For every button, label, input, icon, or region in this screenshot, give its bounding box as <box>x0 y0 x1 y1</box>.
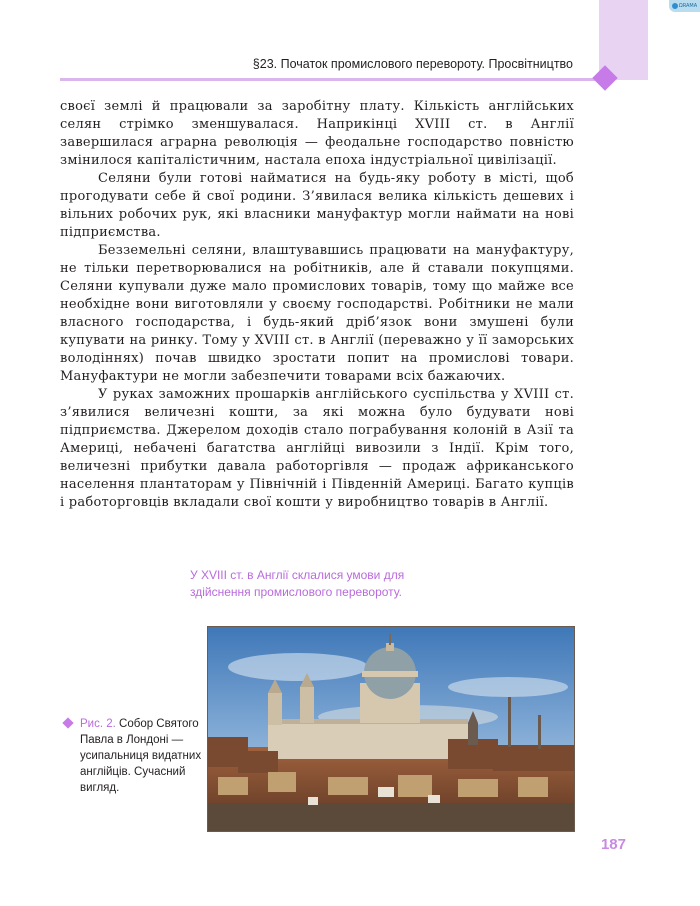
figure-label: Рис. 2. <box>80 718 116 730</box>
paragraph: своєї землі й працювали за заробітну плату. Кількість англійських селян стрімко зменшувалася. Наприкінці XVIII ст. в Англії завершилася аграрна революція — феодальне господарство повністю змінилося капіталістичним, настала епоха індустріальної цивілізації. <box>60 99 574 168</box>
corner-badge-label: ΩRAMA <box>678 3 698 9</box>
cathedral-painting <box>208 627 574 831</box>
key-conclusion <box>190 567 530 601</box>
page-number: 187 <box>600 836 626 853</box>
paragraph: У руках заможних прошарків англійського суспільства у XVIII ст. з’явилися величезні кошти, за які можна було будувати нові підприємства. Джерелом доходів стало пограбування колоній в Азії та Америці, небачені багатства англійці вивозили з Індії. Крім того, величезні прибутки давала работоргівля — продаж африканського населення плантаторам у Північній і Південній Америці. Багато купців і работорговців вкладали свої кошти у виробництво товарів в Англії. <box>60 387 574 510</box>
body-text <box>60 98 574 512</box>
running-header: §23. Початок промислового перевороту. Просвітництво <box>252 57 573 71</box>
paragraph: Селяни були готові найматися на будь-яку роботу в місті, щоб прогодувати себе й свої родини. З’явилася велика кількість дешевих і вільних робочих рук, які власники мануфактур могли наймати на нові підприємства. <box>60 171 574 240</box>
figure-st-pauls-cathedral <box>207 626 575 832</box>
header-divider <box>60 78 595 81</box>
corner-badge <box>669 0 700 12</box>
paragraph: Безземельні селяни, влаштувавшись працювати на мануфактуру, не тільки перетворювалися на робітників, але й ставали покупцями. Селяни купували дуже мало промислових товарів, тому що майже все необхідне вони виготовляли у своєму господарстві. Робітники не мали власного господарства, і будь-який дріб’язок вони змушені були купувати на ринку. Тому у XVIII ст. в Англії (переважно у її заморських володіннях) почав швидко зростати попит на промислові товари. Мануфактури не могли забезпечити товарами всіх бажаючих. <box>60 243 574 384</box>
figure-description: Собор Святого Павла в Лондоні — усипальниця видатних англійців. Сучасний вигляд. <box>80 718 202 794</box>
key-conclusion-line: здійснення промислового перевороту. <box>190 585 402 599</box>
key-conclusion-line: У XVIII ст. в Англії склалися умови для <box>190 568 405 582</box>
figure-caption-text <box>62 716 202 796</box>
figure-caption <box>62 716 202 796</box>
globe-icon <box>672 3 678 9</box>
